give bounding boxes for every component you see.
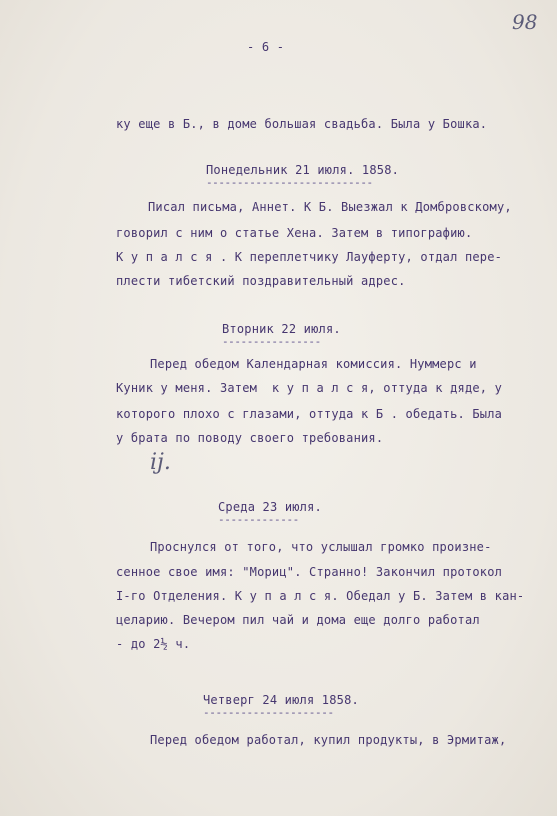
page-number: - 6 -	[247, 40, 285, 54]
text-line: Писал письма, Аннет. К Б. Выезжал к Домбровскому,	[148, 200, 512, 214]
text-line: Куник у меня. Затем к у п а л с я, оттуда к дяде, у	[116, 381, 503, 395]
handwritten-mark: ij.	[150, 450, 171, 475]
entry-heading: Среда 23 июля.	[218, 500, 322, 514]
text-line: плести тибетский поздравительный адрес.	[116, 274, 406, 288]
text-line: I-го Отделения. К у п а л с я. Обедал у Б. Затем в кан-	[116, 589, 525, 603]
heading-underline: ----------------	[222, 335, 321, 348]
heading-underline: ---------------------	[203, 706, 334, 719]
text-line: ку еще в Б., в доме большая свадьба. Была у Бошка.	[116, 117, 488, 131]
entry-heading: Вторник 22 июля.	[222, 322, 341, 336]
text-line: Проснулся от того, что услышал громко произне-	[150, 540, 492, 554]
text-line: К у п а л с я . К переплетчику Лауферту, отдал пере-	[116, 250, 503, 264]
text-line: Перед обедом работал, купил продукты, в Эрмитаж,	[150, 733, 507, 747]
text-line: - до 2½ ч.	[116, 637, 191, 651]
text-line: сенное свое имя: "Мориц". Странно! Закончил протокол	[116, 565, 503, 579]
text-line: говорил с ним о статье Хена. Затем в типографию.	[116, 226, 473, 240]
text-line: целарию. Вечером пил чай и дома еще долго работал	[116, 613, 480, 627]
text-line: у брата по поводу своего требования.	[116, 431, 384, 445]
text-line: Перед обедом Календарная комиссия. Нуммерс и	[150, 357, 477, 371]
archive-page-number: 98	[512, 10, 538, 34]
heading-underline: ---------------------------	[206, 176, 373, 189]
text-line: которого плохо с глазами, оттуда к Б . обедать. Была	[116, 407, 503, 421]
entry-heading: Четверг 24 июля 1858.	[203, 693, 359, 707]
heading-underline: -------------	[218, 513, 299, 526]
entry-heading: Понедельник 21 июля. 1858.	[206, 163, 400, 177]
